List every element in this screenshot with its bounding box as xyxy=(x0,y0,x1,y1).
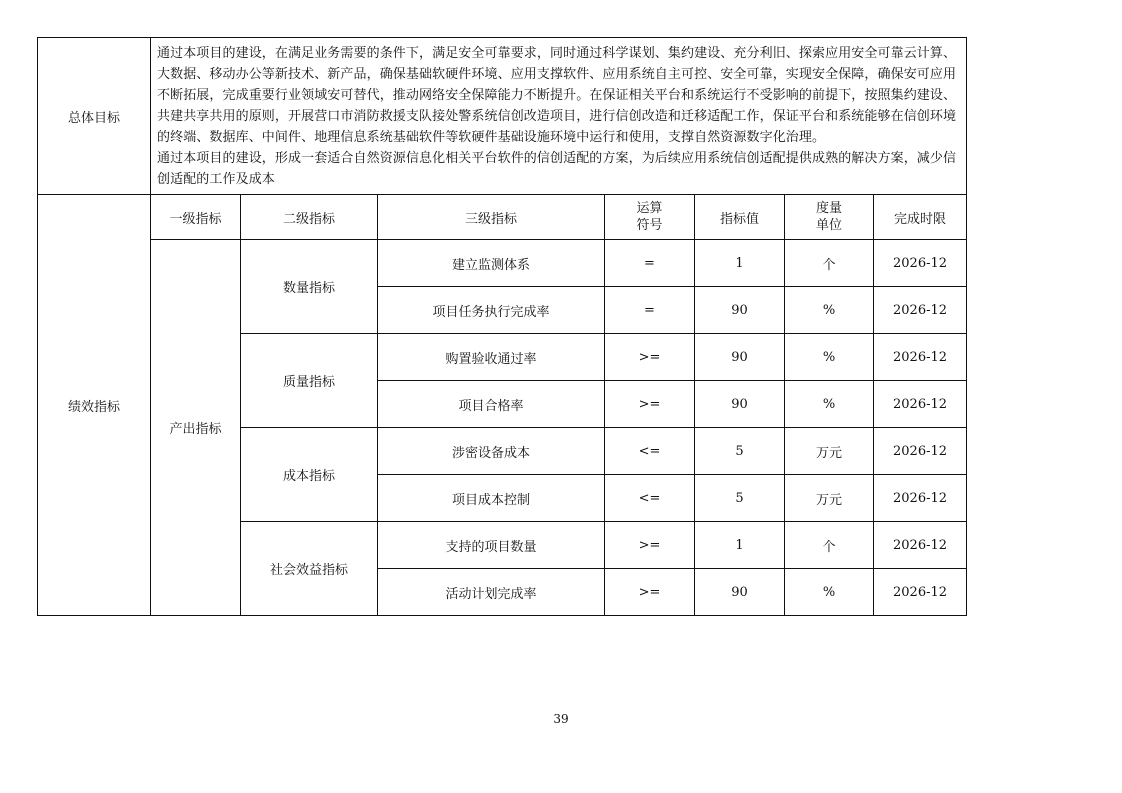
header-operator-line1: 运算 xyxy=(636,201,663,216)
deadline-cell: 2026-12 xyxy=(874,334,967,381)
level3-indicator: 项目任务执行完成率 xyxy=(378,287,605,334)
header-deadline: 完成时限 xyxy=(874,195,967,240)
level3-indicator: 项目成本控制 xyxy=(378,475,605,522)
level3-indicator: 活动计划完成率 xyxy=(378,569,605,616)
value-cell: 5 xyxy=(695,428,785,475)
level3-indicator: 支持的项目数量 xyxy=(378,522,605,569)
performance-label: 绩效指标 xyxy=(38,195,151,616)
deadline-cell: 2026-12 xyxy=(874,428,967,475)
performance-table xyxy=(37,37,967,616)
unit-cell: % xyxy=(785,381,874,428)
deadline-cell: 2026-12 xyxy=(874,475,967,522)
unit-cell: % xyxy=(785,287,874,334)
header-unit-line1: 度量 xyxy=(815,201,842,216)
level1-indicator: 产出指标 xyxy=(151,240,241,616)
header-row xyxy=(38,195,967,240)
operator-cell: = xyxy=(605,287,695,334)
unit-cell: 个 xyxy=(785,522,874,569)
level2-indicator: 成本指标 xyxy=(241,428,378,522)
deadline-cell: 2026-12 xyxy=(874,522,967,569)
level3-indicator: 涉密设备成本 xyxy=(378,428,605,475)
unit-cell: 个 xyxy=(785,240,874,287)
header-level3: 三级指标 xyxy=(378,195,605,240)
operator-cell: >= xyxy=(605,334,695,381)
header-unit-line2: 单位 xyxy=(815,218,842,233)
header-operator-line2: 符号 xyxy=(636,218,663,233)
deadline-cell: 2026-12 xyxy=(874,569,967,616)
header-unit xyxy=(785,195,874,240)
table-row xyxy=(38,240,967,287)
overall-goal-row xyxy=(38,38,967,195)
header-operator xyxy=(605,195,695,240)
unit-cell: 万元 xyxy=(785,428,874,475)
deadline-cell: 2026-12 xyxy=(874,287,967,334)
level2-indicator: 质量指标 xyxy=(241,334,378,428)
deadline-cell: 2026-12 xyxy=(874,240,967,287)
operator-cell: = xyxy=(605,240,695,287)
operator-cell: <= xyxy=(605,475,695,522)
header-level1: 一级指标 xyxy=(151,195,241,240)
level3-indicator: 项目合格率 xyxy=(378,381,605,428)
unit-cell: % xyxy=(785,334,874,381)
unit-cell: 万元 xyxy=(785,475,874,522)
level3-indicator: 购置验收通过率 xyxy=(378,334,605,381)
header-value: 指标值 xyxy=(695,195,785,240)
level2-indicator: 数量指标 xyxy=(241,240,378,334)
page-number: 39 xyxy=(553,712,569,726)
value-cell: 90 xyxy=(695,287,785,334)
value-cell: 5 xyxy=(695,475,785,522)
value-cell: 90 xyxy=(695,334,785,381)
overall-goal-text xyxy=(151,38,967,195)
operator-cell: >= xyxy=(605,522,695,569)
deadline-cell: 2026-12 xyxy=(874,381,967,428)
goal-paragraph-2: 通过本项目的建设，形成一套适合自然资源信息化相关平台软件的信创适配的方案，为后续应用系统信创适配提供成熟的解决方案，减少信创适配的工作及成本 xyxy=(157,150,957,187)
unit-cell: % xyxy=(785,569,874,616)
level3-indicator: 建立监测体系 xyxy=(378,240,605,287)
value-cell: 90 xyxy=(695,381,785,428)
level2-indicator: 社会效益指标 xyxy=(241,522,378,616)
value-cell: 90 xyxy=(695,569,785,616)
value-cell: 1 xyxy=(695,240,785,287)
operator-cell: >= xyxy=(605,381,695,428)
overall-goal-label: 总体目标 xyxy=(38,38,151,195)
goal-paragraph-1: 通过本项目的建设，在满足业务需要的条件下，满足安全可靠要求，同时通过科学谋划、集约建设、充分利旧、探索应用安全可靠云计算、大数据、移动办公等新技术、新产品，确保基础软硬件环境、应用支撑软件、应用系统自主可控、安全可靠，实现安全保障，确保安可应用不断拓展，完成重要行业领域安可替代，推动网络安全保障能力不断提升。在保证相关平台和系统运行不受影响的前提下，按照集约建设、共建共享共用的原则，开展营口市消防救援支队接处警系统信创改造项目，进行信创改造和迁移适配工作，保证平台和系统能够在信创环境的终端、数据库、中间件、地理信息系统基础软件等软硬件基础设施环境中运行和使用，支撑自然资源数字化治理。 xyxy=(157,45,957,145)
header-level2: 二级指标 xyxy=(241,195,378,240)
operator-cell: >= xyxy=(605,569,695,616)
operator-cell: <= xyxy=(605,428,695,475)
value-cell: 1 xyxy=(695,522,785,569)
